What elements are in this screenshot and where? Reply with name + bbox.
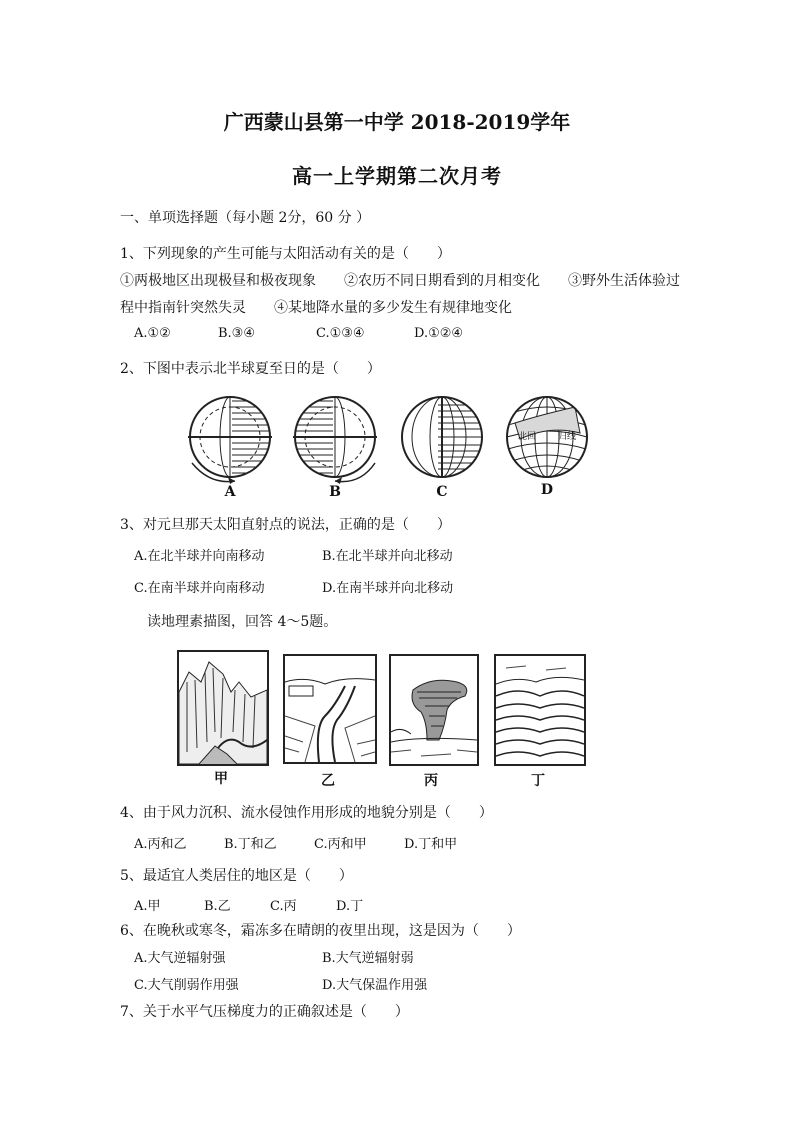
q1-options	[134, 326, 463, 341]
q5-stem: 5、最适宜人类居住的地区是（ ）	[120, 868, 353, 884]
sketch-ding	[494, 654, 586, 766]
globe-b	[293, 393, 377, 484]
q3-options-row1	[134, 545, 453, 564]
sketch-yi	[283, 654, 377, 764]
q4-options	[134, 833, 457, 852]
q1-items-line2: 程中指南针突然失灵 ④某地降水量的多少发生有规律地变化	[120, 300, 512, 316]
q1-option-c[interactable]: C.①③④	[316, 326, 365, 341]
sketch-bing	[389, 654, 479, 766]
q1-stem: 1、下列现象的产生可能与太阳活动有关的是（ ）	[120, 246, 451, 262]
q4-option-a[interactable]: A.丙和乙	[134, 837, 187, 852]
globe-d	[507, 397, 587, 477]
sketch-label-jia: 甲	[214, 771, 228, 787]
q3-option-d[interactable]: D.在南半球并向北移动	[322, 581, 454, 596]
q1-option-b[interactable]: B.③④	[218, 326, 255, 341]
globe-d-label-2: 归线	[558, 432, 577, 442]
q4-option-c[interactable]: C.丙和甲	[314, 837, 367, 852]
q6-stem: 6、在晚秋或寒冬，霜冻多在晴朗的夜里出现，这是因为（ ）	[120, 923, 521, 939]
q5-options	[134, 895, 363, 914]
q5-option-a[interactable]: A.甲	[134, 899, 161, 914]
q3-option-c[interactable]: C.在南半球并向南移动	[134, 581, 265, 596]
sketch-jia	[177, 650, 269, 766]
q3-option-b[interactable]: B.在北半球并向北移动	[322, 549, 453, 564]
q5-option-b[interactable]: B.乙	[204, 899, 231, 914]
q6-options-row2	[134, 974, 427, 993]
globe-diagrams	[180, 393, 600, 485]
q2-stem: 2、下图中表示北半球夏至日的是（ ）	[120, 361, 381, 377]
q6-option-a[interactable]: A.大气逆辐射强	[134, 951, 226, 966]
q1-option-a[interactable]: A.①②	[134, 326, 171, 341]
globe-label-d: D	[540, 482, 554, 498]
q6-options-row1	[134, 947, 414, 966]
q4-stem: 4、由于风力沉积、流水侵蚀作用形成的地貌分别是（ ）	[120, 805, 493, 821]
q6-option-c[interactable]: C.大气削弱作用强	[134, 978, 239, 993]
doc-subtitle: 高一上学期第二次月考	[292, 164, 502, 188]
globe-a	[188, 393, 272, 484]
sketch-label-ding: 丁	[531, 773, 545, 789]
globe-label-c: C	[436, 484, 448, 500]
globe-label-a: A	[224, 484, 236, 500]
q6-option-b[interactable]: B.大气逆辐射弱	[322, 951, 414, 966]
q1-option-d[interactable]: D.①②④	[414, 326, 464, 341]
sketch-label-bing: 丙	[424, 773, 438, 789]
q7-stem: 7、关于水平气压梯度力的正确叙述是（ ）	[120, 1004, 409, 1020]
q3-options-row2	[134, 577, 453, 596]
q6-option-d[interactable]: D.大气保温作用强	[322, 978, 428, 993]
q5-option-d[interactable]: D.丁	[336, 899, 364, 914]
q4-option-d[interactable]: D.丁和甲	[404, 837, 458, 852]
sketch-label-yi: 乙	[321, 773, 335, 789]
globe-d-label-1: 北回	[518, 432, 537, 442]
globe-label-b: B	[329, 484, 341, 500]
read-intro: 读地理素描图，回答 4～5题。	[147, 614, 338, 630]
globe-c	[402, 393, 482, 483]
q5-option-c[interactable]: C.丙	[270, 899, 297, 914]
section-heading: 一、单项选择题（每小题 2分，60 分 ）	[120, 210, 371, 226]
q1-items-line1: ①两极地区出现极昼和极夜现象 ②农历不同日期看到的月相变化 ③野外生活体验过	[120, 273, 680, 289]
q4-option-b[interactable]: B.丁和乙	[224, 837, 277, 852]
doc-title: 广西蒙山县第一中学 2018-2019学年	[223, 110, 571, 134]
q3-option-a[interactable]: A.在北半球并向南移动	[134, 549, 265, 564]
q3-stem: 3、对元旦那天太阳直射点的说法，正确的是（ ）	[120, 517, 451, 533]
